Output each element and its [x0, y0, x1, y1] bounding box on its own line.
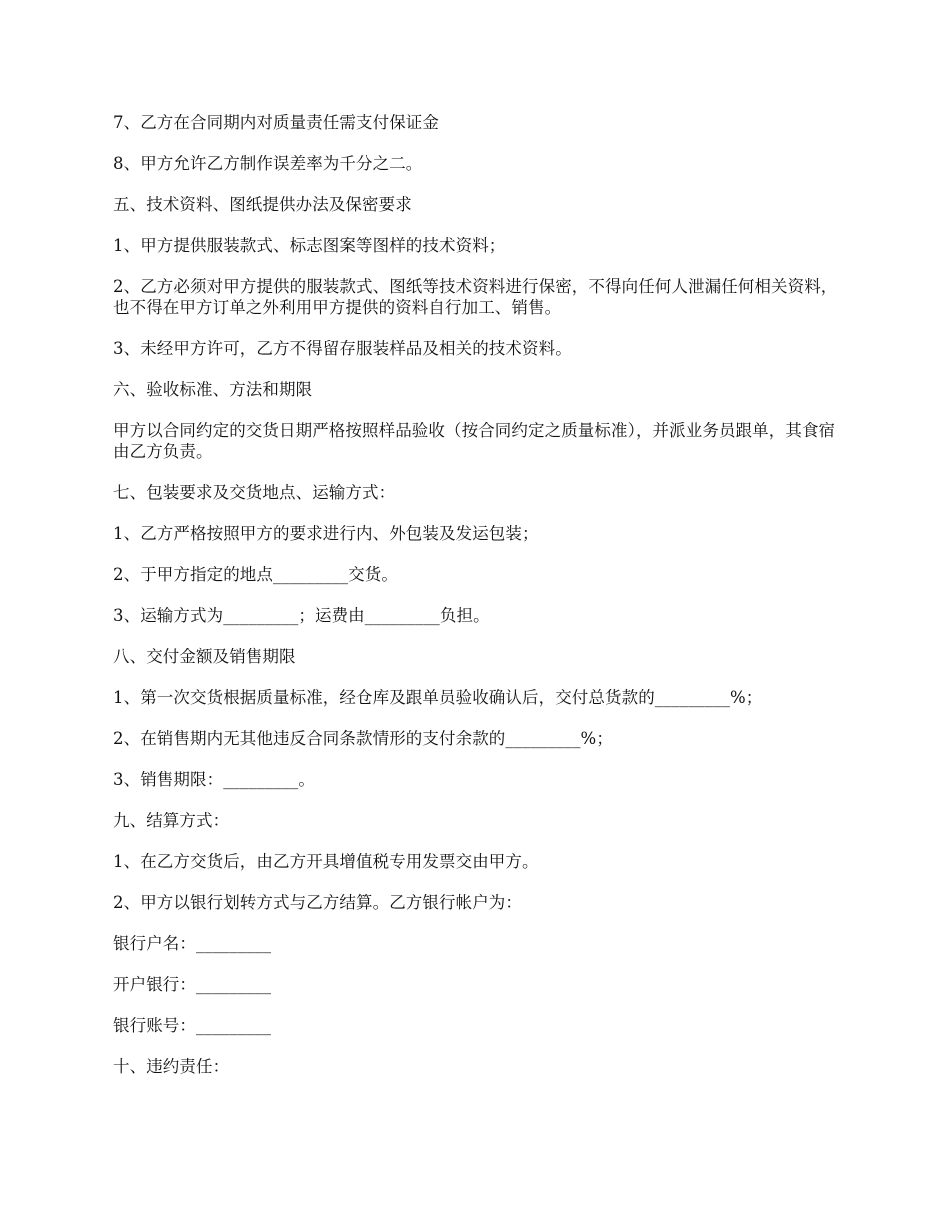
section-8-heading: 八、交付金额及销售期限	[113, 647, 296, 666]
section-8-item-1: 1、第一次交货根据质量标准，经仓库及跟单员验收确认后，交付总货款的_________%；	[113, 688, 763, 707]
clause-7-deposit: 7、乙方在合同期内对质量责任需支付保证金	[113, 113, 439, 132]
section-8-item-3: 3、销售期限：_________。	[113, 770, 315, 789]
section-10-heading: 十、违约责任：	[113, 1057, 230, 1076]
section-5-item-2: 2、乙方必须对甲方提供的服装款式、图纸等技术资料进行保密，不得向任何人泄漏任何相关资料，也不得在甲方订单之外利用甲方提供的资料自行加工、销售。	[113, 277, 838, 317]
bank-account-number: 银行账号：_________	[113, 1016, 272, 1035]
document-body	[113, 112, 843, 1097]
clause-8-error-rate: 8、甲方允许乙方制作误差率为千分之二。	[113, 154, 423, 173]
section-9-heading: 九、结算方式：	[113, 811, 230, 830]
bank-name: 开户银行：_________	[113, 975, 272, 994]
section-7-item-3: 3、运输方式为_________；运费由_________负担。	[113, 606, 490, 625]
section-6-body: 甲方以合同约定的交货日期严格按照样品验收（按合同约定之质量标准），并派业务员跟单，其食宿由乙方负责。	[113, 421, 836, 461]
bank-account-name: 银行户名：_________	[113, 934, 272, 953]
section-7-item-2: 2、于甲方指定的地点_________交货。	[113, 565, 398, 584]
section-5-heading: 五、技术资料、图纸提供办法及保密要求	[113, 195, 412, 214]
section-6-heading: 六、验收标准、方法和期限	[113, 380, 313, 399]
section-7-heading: 七、包装要求及交货地点、运输方式：	[113, 483, 396, 502]
section-9-item-2: 2、甲方以银行划转方式与乙方结算。乙方银行帐户为：	[113, 893, 522, 912]
section-5-item-3: 3、未经甲方许可，乙方不得留存服装样品及相关的技术资料。	[113, 339, 572, 358]
section-5-item-1: 1、甲方提供服装款式、标志图案等图样的技术资料；	[113, 236, 506, 255]
section-9-item-1: 1、在乙方交货后，由乙方开具增值税专用发票交由甲方。	[113, 852, 539, 871]
section-7-item-1: 1、乙方严格按照甲方的要求进行内、外包装及发运包装；	[113, 524, 539, 543]
section-8-item-2: 2、在销售期内无其他违反合同条款情形的支付余款的_________%；	[113, 729, 613, 748]
